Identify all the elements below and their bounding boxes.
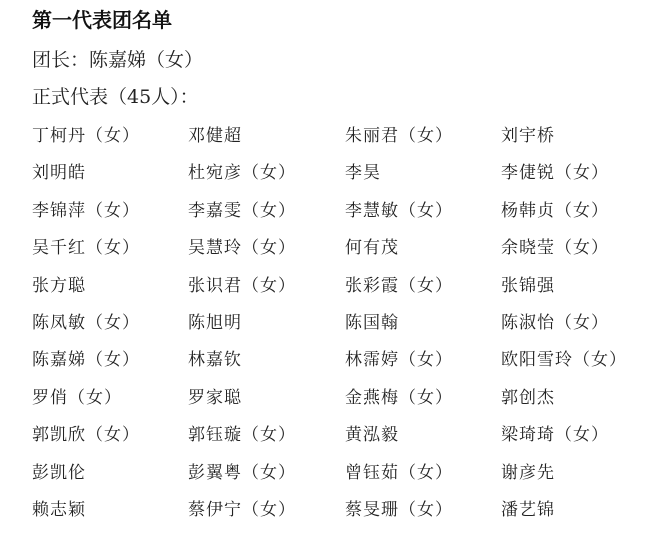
delegate-name: 张识君（女） (188, 275, 296, 296)
delegate-row (32, 496, 642, 533)
delegate-name: 刘明皓 (32, 163, 86, 184)
delegate-name: 罗俏（女） (32, 387, 122, 408)
delegate-name: 李慧敏（女） (345, 200, 453, 221)
delegate-name: 谢彦先 (501, 462, 555, 483)
delegate-name: 李锦萍（女） (32, 200, 140, 221)
delegate-name: 朱丽君（女） (345, 126, 453, 146)
delegate-name: 刘宇桥 (501, 126, 555, 146)
delegate-row (32, 459, 642, 496)
delegate-list (32, 122, 642, 533)
delegate-row (32, 346, 642, 383)
delegate-name: 陈国翰 (345, 312, 399, 333)
delegation-leader: 团长：陈嘉娣（女） (32, 49, 204, 71)
delegate-name: 张锦强 (501, 275, 555, 296)
delegate-name: 林霈婷（女） (345, 350, 453, 371)
delegate-name: 陈凤敏（女） (32, 312, 140, 333)
delegate-row (32, 309, 642, 346)
delegate-name: 吴千红（女） (32, 238, 140, 259)
delegate-name: 丁柯丹（女） (32, 126, 140, 146)
page-title: 第一代表团名单 (32, 8, 172, 32)
delegate-name: 曾钰茹（女） (345, 462, 453, 483)
delegate-name: 李昊 (345, 163, 381, 184)
delegate-name: 何有茂 (345, 238, 399, 259)
delegate-name: 邓健超 (188, 126, 242, 146)
delegate-name: 李嘉雯（女） (188, 200, 296, 221)
delegate-name: 张彩霞（女） (345, 275, 453, 296)
delegate-row (32, 122, 642, 159)
delegate-name: 林嘉钦 (188, 350, 242, 371)
delegate-row (32, 421, 642, 458)
delegate-name: 黄泓毅 (345, 425, 399, 446)
delegate-name: 陈旭明 (188, 312, 242, 333)
delegate-row (32, 234, 642, 271)
delegate-name: 杨韩贞（女） (501, 200, 609, 221)
delegate-name: 梁琦琦（女） (501, 425, 609, 446)
delegate-name: 李倢锐（女） (501, 163, 609, 184)
delegate-name: 张方聪 (32, 275, 86, 296)
delegate-name: 彭翼粤（女） (188, 462, 296, 483)
delegate-name: 赖志颖 (32, 499, 86, 520)
delegate-name: 金燕梅（女） (345, 387, 453, 408)
delegate-name: 郭钰璇（女） (188, 425, 296, 446)
delegate-name: 吴慧玲（女） (188, 238, 296, 259)
delegate-name: 陈嘉娣（女） (32, 350, 140, 371)
delegate-name: 蔡旻珊（女） (345, 499, 453, 520)
delegate-name: 蔡伊宁（女） (188, 499, 296, 520)
delegate-name: 欧阳雪玲（女） (501, 350, 627, 371)
delegate-row (32, 384, 642, 421)
delegate-row (32, 197, 642, 234)
delegate-name: 陈淑怡（女） (501, 312, 609, 333)
delegate-name: 余晓莹（女） (501, 238, 609, 259)
delegate-row (32, 272, 642, 309)
delegate-row (32, 159, 642, 196)
delegate-name: 彭凯伦 (32, 462, 86, 483)
delegate-name: 杜宛彦（女） (188, 163, 296, 184)
delegate-name: 潘艺锦 (501, 499, 555, 520)
delegate-name: 郭创杰 (501, 387, 555, 408)
delegates-count-label: 正式代表（45人）： (32, 86, 199, 108)
delegate-name: 罗家聪 (188, 387, 242, 408)
delegate-name: 郭凯欣（女） (32, 425, 140, 446)
